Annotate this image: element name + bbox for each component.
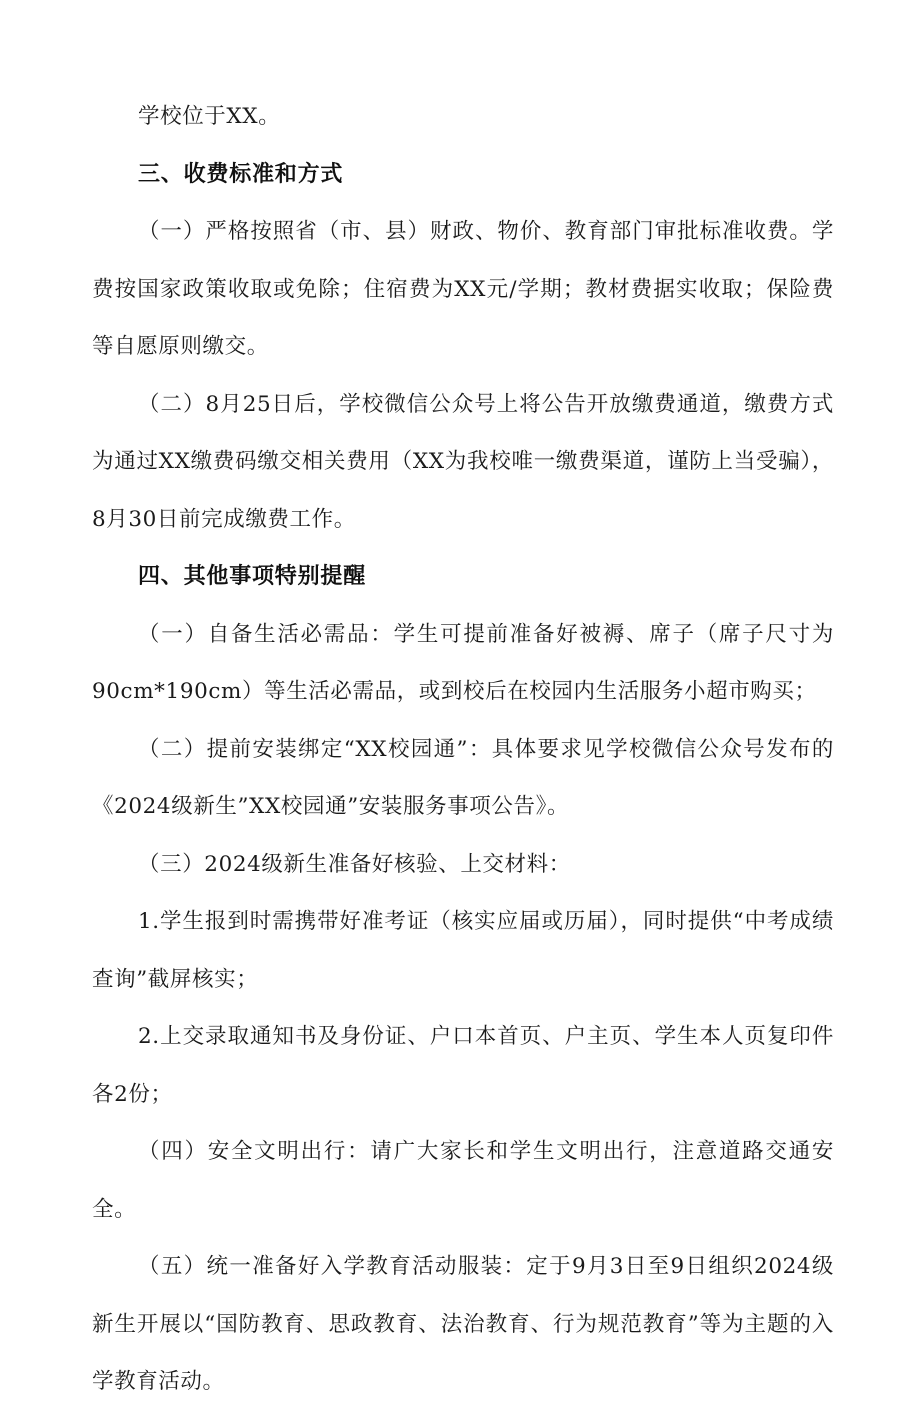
campus-app-paragraph: （二）提前安装绑定“XX校园通”：具体要求见学校微信公众号发布的《2024级新生”XX校园通”安装服务事项公告》。 [92, 736, 834, 819]
section-4-heading: 四、其他事项特别提醒 [138, 564, 367, 589]
intro-line: 学校位于XX。 [138, 104, 281, 129]
admission-ticket-item: 1.学生报到时需携带好准考证（核实应届或历届），同时提供“中考成绩查询”截屏核实； [92, 909, 834, 992]
document-page [92, 88, 834, 1411]
supplies-paragraph: （一）自备生活必需品：学生可提前准备好被褥、席子（席子尺寸为90cm*190cm）等生活必需品，或到校后在校园内生活服务小超市购买； [92, 621, 834, 704]
travel-safety-paragraph: （四）安全文明出行：请广大家长和学生文明出行，注意道路交通安全。 [92, 1139, 834, 1222]
orientation-uniform-paragraph: （五）统一准备好入学教育活动服装：定于9月3日至9日组织2024级新生开展以“国防教育、思政教育、法治教育、行为规范教育”等为主题的入学教育活动。 [92, 1254, 834, 1394]
fee-standard-paragraph: （一）严格按照省（市、县）财政、物价、教育部门审批标准收费。学费按国家政策收取或免除；住宿费为XX元/学期；教材费据实收取；保险费等自愿原则缴交。 [92, 219, 834, 359]
section-3-heading: 三、收费标准和方式 [138, 161, 344, 187]
materials-paragraph: （三）2024级新生准备好核验、上交材料： [138, 851, 571, 877]
payment-method-paragraph: （二）8月25日后，学校微信公众号上将公告开放缴费通道，缴费方式为通过XX缴费码缴交相关费用（XX为我校唯一缴费渠道，谨防上当受骗），8月30日前完成缴费工作。 [92, 391, 834, 532]
documents-copy-item: 2.上交录取通知书及身份证、户口本首页、户主页、学生本人页复印件各2份； [92, 1024, 834, 1107]
